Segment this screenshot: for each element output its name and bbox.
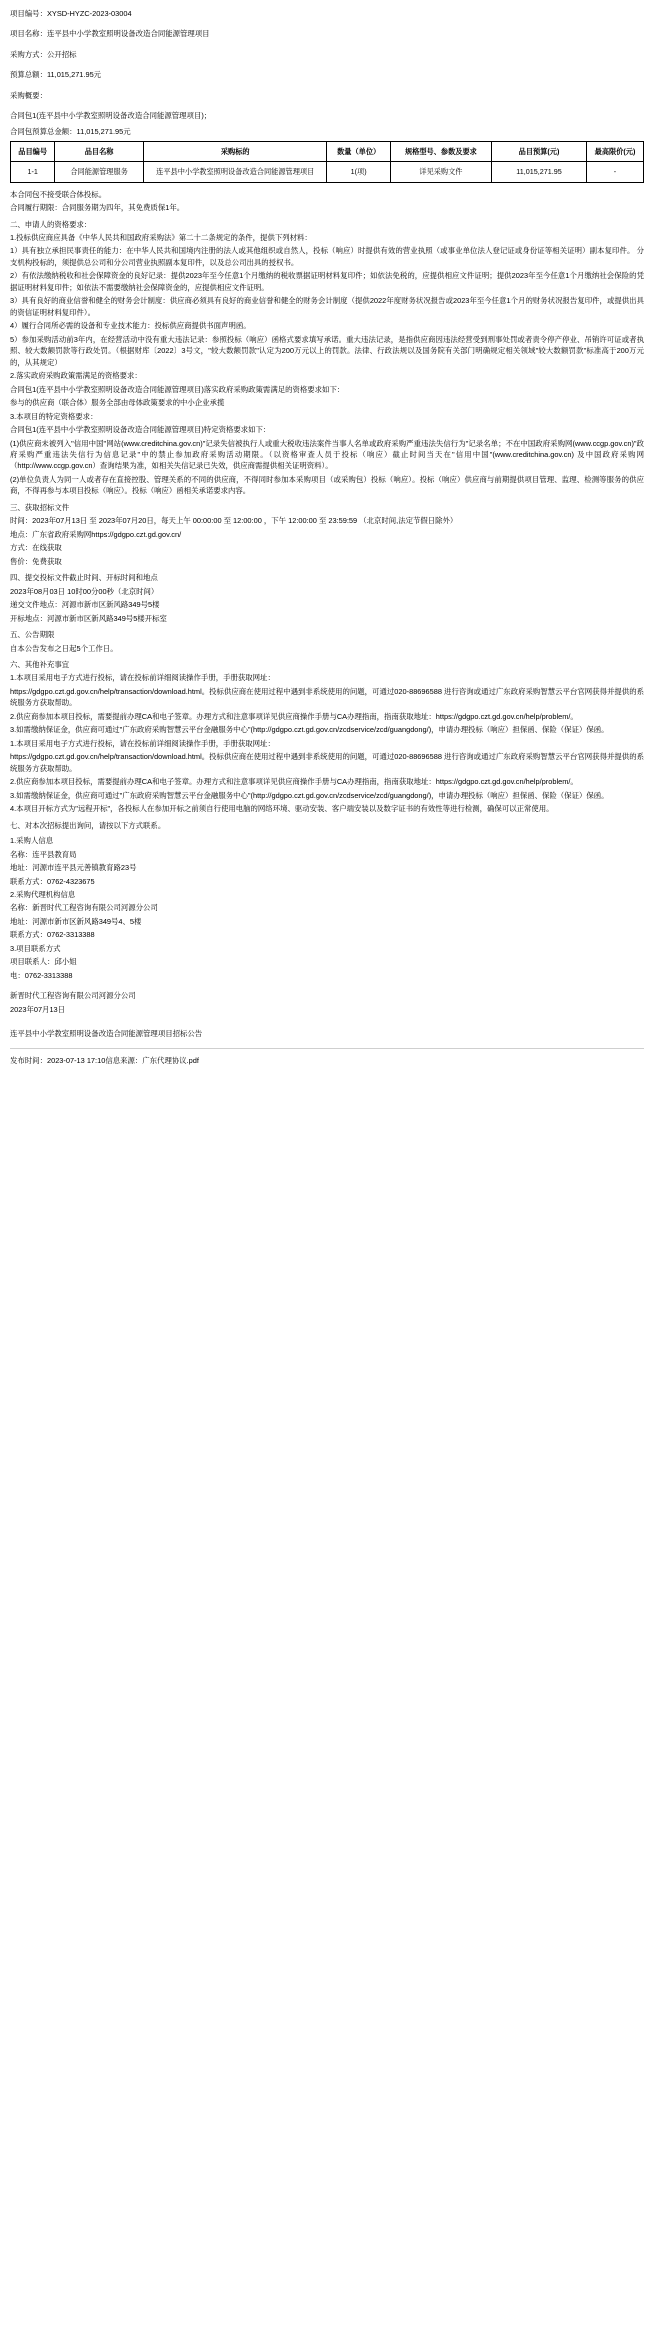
buyer-title: 1.采购人信息 [10, 836, 54, 846]
section-7-title: 七、对本次招标提出询问，请按以下方式联系。 [10, 820, 166, 830]
s4-time: 2023年08月03日 10时00分00秒（北京时间） [10, 586, 159, 596]
s6-4-1: https://gdgpo.czt.gd.gov.cn/help/transaction/download.html。投标供应商在使用过程中遇到非系统使用的问题，可通过020-88696588 进行咨询或通过广东政府采购智慧云平台官网获得并提供的系统服务方获取帮助。 [10, 752, 644, 773]
s2-1: 1.投标供应商应具备《中华人民共和国政府采购法》第二十二条规定的条件，提供下列材料： [10, 233, 312, 242]
publish-value: 2023-07-13 17:10信息来源：广东代理协议.pdf [46, 1055, 199, 1065]
agent-address-label: 地址： [10, 916, 33, 926]
buyer-tel-value: 0762-4323675 [46, 876, 95, 886]
buyer-address-row [10, 862, 644, 873]
s6-1: 1.本项目采用电子方式进行投标，请在投标前详细阅读操作手册，手册获取网址： [10, 673, 275, 683]
section-4-title: 四、提交投标文件截止时间、开标时间和地点 [10, 573, 158, 583]
s2-7-2: (1)供应商未被列入"信用中国"网站(www.creditchina.gov.cn)"记录失信被执行人或重大税收违法案件当事人名单或政府采购严重违法失信行为"记录名单；不在中国政府采购网(www.ccgp.gov.cn)"政府采购严重违法失信行为信息记录"中的禁止参加政府采购活动期限。（以资格审查人员于投标（响应）截止时间当天在"信用中国"(www.creditchina.gov.cn) 及中国政府采购网（http://www.ccgp.gov.cn）查询结果为准，如相关失信记录已失效，供应商需提供相关证明资料）。 [10, 438, 644, 471]
s6-6: 3.如需缴纳保证金，供应商可通过"广东政府采购智慧云平台金融服务中心"(http://gdgpo.czt.gd.gov.cn/zcdservice/zcd/guangdong/)，申请办理投标（响应）担保函、保险（保证）保函。 [10, 790, 609, 800]
s6-2: 2.供应商参加本项目投标，需要提前办理CA和电子签章。办理方式和注意事项详见供应商操作手册与CA办理指南，指南获取地址：https://gdgpo.czt.gd.gov.cn/help/problem/。 [10, 711, 578, 721]
agent-tel-label: 联系方式： [10, 930, 47, 940]
agent-address-row [10, 916, 644, 927]
cell-spec: 详见采购文件 [390, 162, 491, 182]
s2-4: 4）履行合同所必需的设备和专业技术能力：投标供应商提供书面声明函。 [10, 321, 251, 331]
content-label-row [10, 90, 644, 101]
project-no-label: 项目编号： [10, 9, 47, 18]
package-line-2: 合同包预算总金额：11,015,271.95元 [10, 126, 131, 136]
s6-3: 3.如需缴纳保证金，供应商可通过"广东政府采购智慧云平台金融服务中心"(http://gdgpo.czt.gd.gov.cn/zcdservice/zcd/guangdong/)，申请办理投标（响应）担保函、保险（保证）保函。 [10, 725, 609, 735]
project-name-row [10, 28, 644, 39]
purchase-method-label: 采购方式： [10, 49, 47, 59]
cell-qty: 1(项) [327, 162, 390, 182]
project-contact-title: 3.项目联系方式 [10, 943, 61, 953]
th-target: 采购标的 [143, 142, 327, 162]
th-spec: 规格型号、参数及要求 [390, 142, 491, 162]
s3-time: 时间：2023年07月13日 至 2023年07月20日，每天上午 00:00:00 至 12:00:00 ，下午 12:00:00 至 23:59:59 （北京时间,法定节假日除外） [10, 516, 458, 526]
buyer-name-row [10, 849, 644, 860]
s6-7: 4.本项目开标方式为"远程开标"，各投标人在参加开标之前须自行使用电脑的网络环境、驱动安装、客户端安装以及数字证书的有效性等进行检测，确保可以正常使用。 [10, 804, 554, 814]
project-tel-value: 0762-3313388 [24, 970, 73, 980]
s2-6-2: 参与的供应商（联合体）服务全部由母体政策要求的中小企业承揽 [10, 398, 225, 408]
project-contact-row [10, 956, 644, 967]
cell-target: 连平县中小学教室照明设备改造合同能源管理项目 [143, 162, 327, 182]
s3-way: 方式：在线获取 [10, 543, 62, 553]
s5-text: 自本公告发布之日起5个工作日。 [10, 643, 118, 653]
s2-1-1: 1）具有独立承担民事责任的能力：在中华人民共和国境内注册的法人或其他组织或自然人，投标（响应）时提供有效的营业执照（或事业单位法人登记证或身份证等相关证明）副本复印件。 分支机构投标的，须提供总公司和分公司营业执照副本复印件，以及总公司出具的授权书。 [10, 246, 644, 267]
agent-tel-value: 0762-3313388 [46, 930, 95, 940]
budget-row [10, 69, 644, 80]
s2-7-3: (2)单位负责人为同一人或者存在直接控股、管理关系的不同的供应商，不得同时参加本采购项目（或采购包）投标（响应）。投标（响应）供应商与前期提供项目管理、监理、检测等服务的供应商，不得再参与本项目投标（响应）。投标（响应）函相关承诺要求内容。 [10, 474, 644, 496]
agent-name-label: 名称： [10, 903, 33, 913]
project-name-label: 项目名称： [10, 29, 47, 39]
project-name-value: 连平县中小学教室照明设备改造合同能源管理项目 [46, 29, 210, 39]
cell-no: 1-1 [11, 162, 55, 182]
attachment-title[interactable]: 连平县中小学教室照明设备改造合同能源管理项目招标公告 [10, 1029, 203, 1039]
th-qty: 数量（单位） [327, 142, 390, 162]
project-no-value: XYSD-HYZC-2023-03004 [46, 9, 132, 18]
content-label: 采购概要： [10, 90, 47, 100]
purchase-method-row [10, 49, 644, 60]
s2-3: 3）具有良好的商业信誉和健全的财务会计制度：供应商必须具有良好的商业信誉和健全的财务会计制度（提供2022年度财务状况报告或2023年至今任意1个月的财务状况报告复印件，或提供出具的资信证明材料复印件）。 [10, 296, 644, 317]
buyer-name-label: 名称： [10, 849, 33, 859]
s2-6-1: 合同包1(连平县中小学教室照明设备改造合同能源管理项目)落实政府采购政策需满足的资格要求如下： [10, 384, 345, 394]
project-no-row [10, 8, 644, 19]
project-contact-value: 邱小姐 [54, 957, 77, 967]
budget-label: 预算总额： [10, 70, 47, 80]
divider [10, 1048, 644, 1049]
cell-cap: - [586, 162, 643, 182]
budget-value: 11,015,271.95元 [46, 70, 102, 80]
th-budget: 品目预算(元) [492, 142, 587, 162]
agent-address-value: 河源市新市区新风路349号4、5楼 [32, 916, 142, 926]
th-name: 品目名称 [55, 142, 144, 162]
s2-5: 5）参加采购活动前3年内，在经营活动中没有重大违法记录：参照投标（响应）函格式要求填写承诺。重大违法记录，是指供应商因违法经营受到刑事处罚或者责令停产停业、吊销许可证或者执照、较大数额罚款等行政处罚。（根据财库〔2022〕3号文，"较大数额罚款"认定为200万元以上的罚款。法律、行政法规以及国务院有关部门明确规定相关领域"较大数额罚款"标准高于200万元的，从其规定） [10, 334, 644, 367]
contract-note-1: 本合同包不接受联合体投标。 [10, 189, 107, 199]
publish-info-row [10, 1055, 644, 1066]
table-header-row [11, 142, 644, 162]
buyer-tel-row [10, 876, 644, 887]
project-contact-label: 项目联系人： [10, 957, 55, 967]
s2-6: 2.落实政府采购政策需满足的资格要求： [10, 371, 142, 381]
agent-title: 2.采购代理机构信息 [10, 889, 76, 899]
contract-note-2: 合同履行期限：合同服务期为四年，其免费质保1年。 [10, 203, 185, 213]
cell-budget: 11,015,271.95 [492, 162, 587, 182]
buyer-address-label: 地址： [10, 863, 33, 873]
announcement-document [0, 0, 654, 1080]
publish-label: 发布时间： [10, 1055, 47, 1065]
project-tel-row [10, 970, 644, 981]
s6-4: 1.本项目采用电子方式进行投标，请在投标前详细阅读操作手册，手册获取网址： [10, 738, 275, 748]
agent-name-value: 新晋时代工程咨询有限公司河源分公司 [32, 903, 158, 913]
agent-tel-row [10, 929, 644, 940]
signature-date: 2023年07月13日 [10, 1004, 66, 1014]
s2-7: 3.本项目的特定资格要求： [10, 411, 98, 421]
agent-name-row [10, 902, 644, 913]
table-row [11, 162, 644, 182]
s2-2: 2）有依法缴纳税收和社会保障资金的良好记录：提供2023年至今任意1个月缴纳的税收票据证明材料复印件；如依法免税的，应提供相应文件证明；提供2023年至今任意1个月缴纳社会保险的凭据证明材料复印件；如依法不需要缴纳社会保障资金的，应提供相应文件证明。 [10, 271, 644, 292]
s4-address-2: 开标地点：河源市新市区新风路349号5楼开标室 [10, 613, 167, 623]
section-2-title: 二、申请人的资格要求： [10, 219, 92, 229]
s6-5: 2.供应商参加本项目投标，需要提前办理CA和电子签章。办理方式和注意事项详见供应商操作手册与CA办理指南，指南获取地址：https://gdgpo.czt.gd.gov.cn/help/problem/。 [10, 777, 578, 787]
s3-address: 地点：广东省政府采购网https://gdgpo.czt.gd.gov.cn/ [10, 529, 182, 539]
section-3-title: 三、获取招标文件 [10, 502, 70, 512]
package-line-1: 合同包1(连平县中小学教室照明设备改造合同能源管理项目)； [10, 111, 212, 121]
section-6-title: 六、其他补充事宜 [10, 660, 70, 669]
buyer-address-value: 河源市连平县元善镇教育路23号 [32, 863, 137, 873]
s6-1-1: https://gdgpo.czt.gd.gov.cn/help/transaction/download.html。投标供应商在使用过程中遇到非系统使用的问题，可通过020-88696588 进行咨询或通过广东政府采购智慧云平台官网获得并提供的系统服务方获取帮助。 [10, 686, 644, 708]
th-cap: 最高限价(元) [586, 142, 643, 162]
th-no: 品目编号 [11, 142, 55, 162]
buyer-tel-label: 联系方式： [10, 876, 47, 886]
project-tel-label: 电： [10, 970, 25, 980]
s3-price: 售价：免费获取 [10, 556, 62, 566]
s4-address-1: 递交文件地点：河源市新市区新风路349号5楼 [10, 600, 160, 610]
s2-7-1: 合同包1(连平县中小学教室照明设备改造合同能源管理项目)特定资格要求如下： [10, 425, 271, 435]
section-5-title: 五、公告期限 [10, 630, 55, 640]
items-table [10, 141, 644, 182]
signature-organization: 新晋时代工程咨询有限公司河源分公司 [10, 991, 136, 1001]
purchase-method-value: 公开招标 [46, 49, 77, 59]
cell-name: 合同能源管理服务 [55, 162, 144, 182]
buyer-name-value: 连平县教育局 [32, 849, 77, 859]
contact-block [10, 835, 644, 1015]
